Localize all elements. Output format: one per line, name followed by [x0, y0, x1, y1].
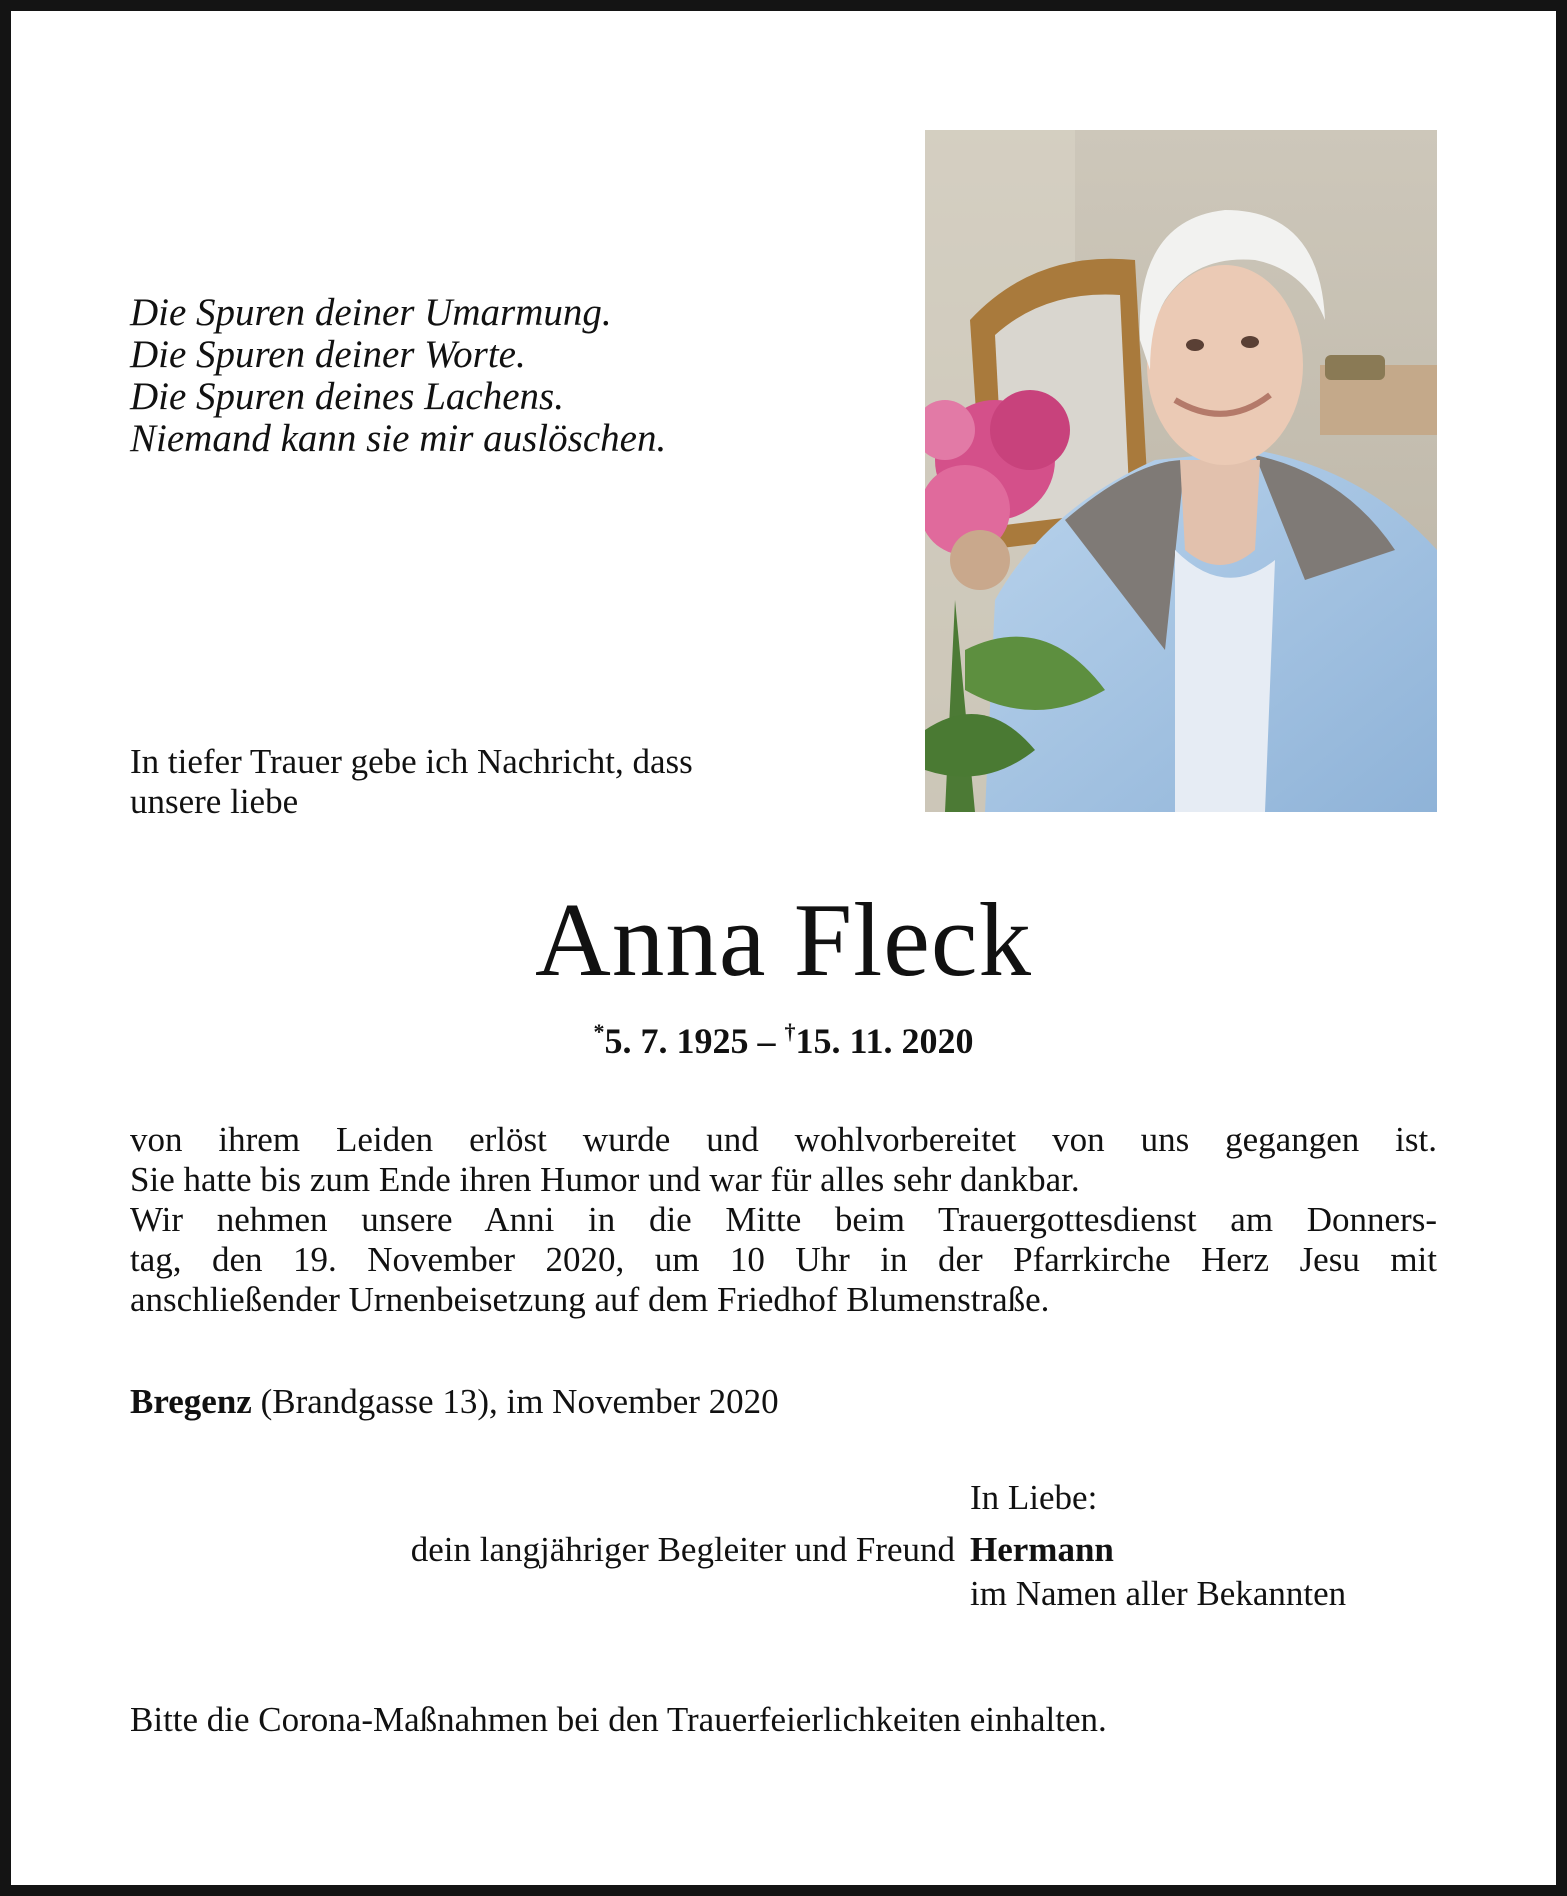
body-line: anschließender Urnenbeisetzung auf dem Friedhof Blumenstraße. — [130, 1280, 1050, 1319]
signature-sub: im Namen aller Bekannten — [970, 1574, 1347, 1613]
intro-line: unsere liebe — [130, 782, 299, 821]
body-line: tag, den 19. November 2020, um 10 Uhr in der Pfarrkirche Herz Jesu mit — [130, 1240, 1437, 1279]
place-city: Bregenz — [130, 1382, 252, 1421]
body-line: Wir nehmen unsere Anni in die Mitte beim Trauergottesdienst am Donners- — [130, 1200, 1437, 1239]
portrait-illustration — [925, 130, 1437, 812]
birth-date: 5. 7. 1925 — [604, 1021, 749, 1061]
birth-symbol: * — [593, 1019, 605, 1044]
poem-line: Die Spuren deiner Worte. — [130, 333, 526, 376]
signature-intro: In Liebe: — [970, 1478, 1098, 1517]
death-date: 15. 11. 2020 — [795, 1021, 974, 1061]
announcement-body — [130, 1120, 1437, 1320]
corona-note: Bitte die Corona-Maßnahmen bei den Trauerfeierlichkeiten einhalten. — [130, 1700, 1107, 1739]
intro-line: In tiefer Trauer gebe ich Nachricht, dass — [130, 742, 693, 781]
life-dates — [0, 1010, 1567, 1063]
poem-line: Niemand kann sie mir auslöschen. — [130, 417, 667, 460]
poem-line: Die Spuren deiner Umarmung. — [130, 291, 612, 334]
signature-relation: dein langjähriger Begleiter und Freund — [410, 1530, 955, 1569]
signature-name: Hermann — [970, 1530, 1114, 1569]
poem — [130, 292, 666, 460]
body-line: von ihrem Leiden erlöst wurde und wohlvorbereitet von uns gegangen ist. — [130, 1120, 1437, 1159]
place-date-line — [130, 1382, 779, 1422]
date-separator: – — [748, 1021, 785, 1061]
place-rest: (Brandgasse 13), im November 2020 — [251, 1382, 779, 1421]
portrait-photo — [925, 130, 1437, 812]
death-symbol: † — [784, 1019, 796, 1044]
intro-text — [130, 742, 693, 822]
deceased-name: Anna Fleck — [535, 881, 1032, 998]
poem-line: Die Spuren deines Lachens. — [130, 375, 564, 418]
body-line: Sie hatte bis zum Ende ihren Humor und war für alles sehr dankbar. — [130, 1160, 1080, 1199]
